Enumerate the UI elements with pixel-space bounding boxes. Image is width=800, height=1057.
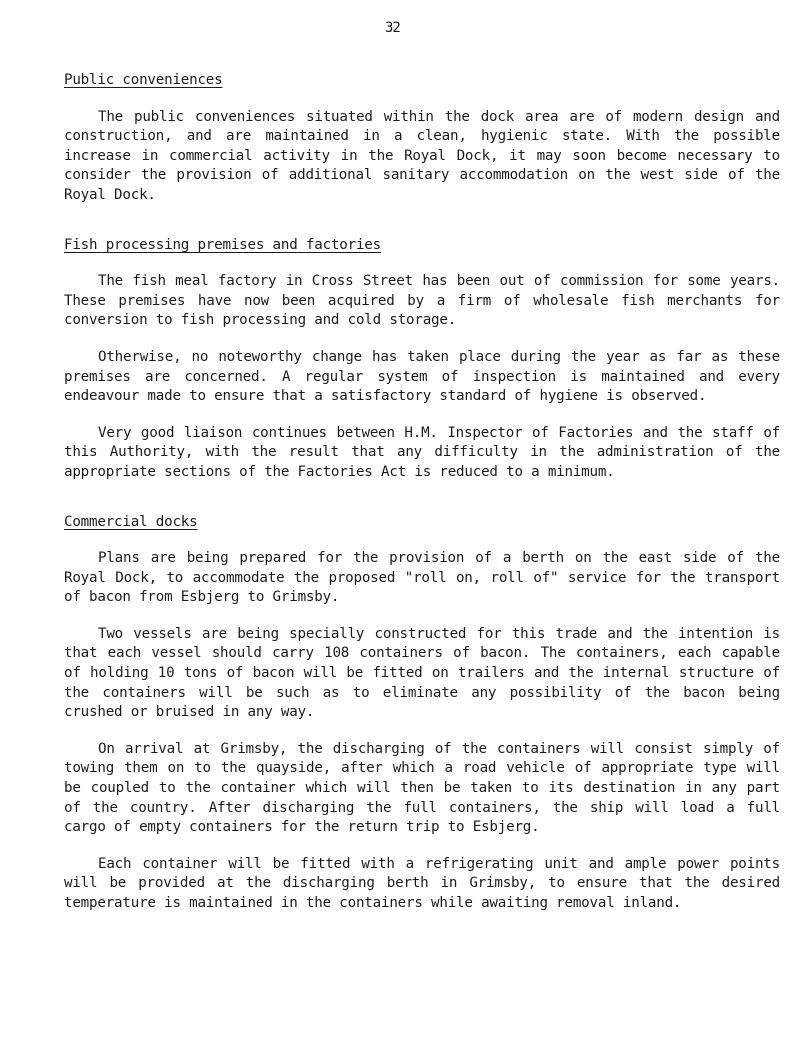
section-spacer [64,500,780,513]
paragraph: Two vessels are being specially constructed for this trade and the intention is that each vessel should carry 108 containers of bacon. The containers, each capable of holding 10 tons of bacon will be fitted on trailers and the internal structure of the containers will be such as to eliminate any possibility of the bacon being crushed or bruised in any way. [64,625,780,721]
paragraph: The public conveniences situated within the dock area are of modern design and construction, and are maintained in a clean, hygienic state. With the possible increase in commercial activity in the Royal Dock, it may soon become necessary to consider the provision of additional sanitary accommodation on the west side of the Royal Dock. [64,108,780,203]
section-fish-processing [64,236,780,483]
section-spacer [64,223,780,236]
page-number: 32 [385,20,400,36]
paragraph: On arrival at Grimsby, the discharging of the containers will consist simply of towing them on to the quayside, after which a road vehicle of appropriate type will be coupled to the container which will then be taken to its destination in any part of the country. After discharging the full containers, the ship will load a full cargo of empty containers for the return trip to Esbjerg. [64,740,780,836]
paragraph: Very good liaison continues between H.M. Inspector of Factories and the staff of this Authority, with the result that any difficulty in the administration of the appropriate sections of the Factories Act is reduced to a minimum. [64,424,780,480]
section-heading: Commercial docks [64,513,198,530]
paragraph: Otherwise, no noteworthy change has taken place during the year as far as these premises are concerned. A regular system of inspection is maintained and every endeavour made to ensure that a satisfactory standard of hygiene is observed. [64,348,780,405]
page-content [64,71,780,931]
section-heading: Fish processing premises and factories [64,236,381,253]
paragraph: The fish meal factory in Cross Street has been out of commission for some years. These premises have now been acquired by a firm of wholesale fish merchants for conversion to fish processing and cold storage. [64,273,780,329]
section-heading: Public conveniences [64,72,223,88]
section-commercial-docks [64,513,780,914]
paragraph: Each container will be fitted with a refrigerating unit and ample power points will be provided at the discharging berth in Grimsby, to ensure that the desired temperature is maintained in the containers while awaiting removal inland. [64,855,780,911]
paragraph: Plans are being prepared for the provision of a berth on the east side of the Royal Dock, to accommodate the proposed "roll on, roll of" service for the transport of bacon from Esbjerg to Grimsby. [64,550,780,606]
section-public-conveniences [64,71,780,206]
